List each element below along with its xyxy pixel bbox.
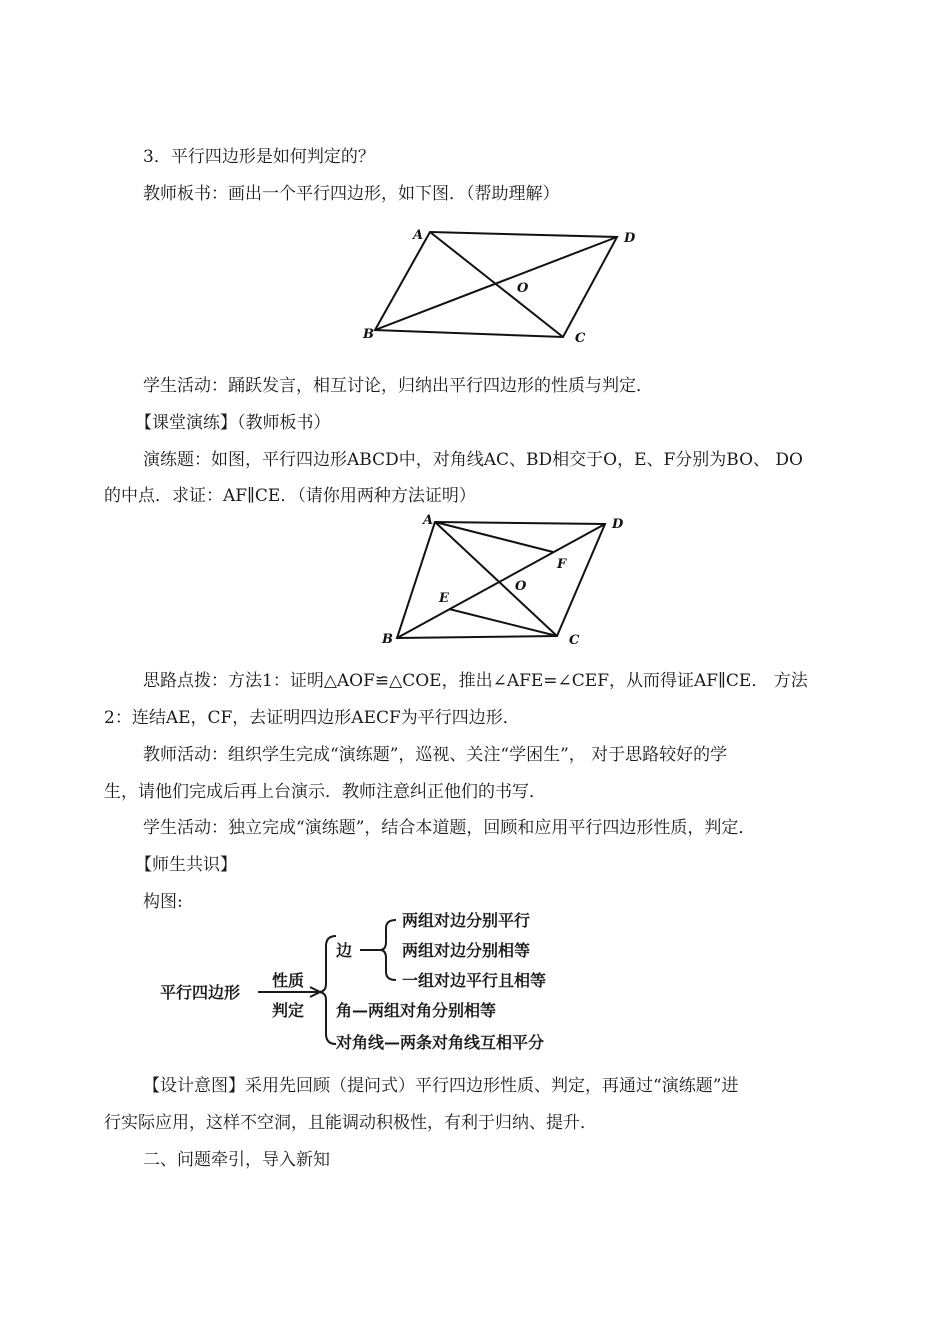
fig2-label-o: O xyxy=(515,579,527,594)
fig2-segment-af xyxy=(435,522,553,552)
scheme-diagonal: 对角线—两条对角线互相平分 xyxy=(336,1033,545,1052)
fig2-label-d: D xyxy=(612,517,624,532)
fig2-label-e: E xyxy=(439,591,449,606)
section-2-heading: 二、问题牵引，导入新知 xyxy=(143,1150,330,1170)
fig1-diagonal-ac xyxy=(430,232,563,337)
scheme-judgement: 判定 xyxy=(272,1001,305,1020)
fig2-segment-ce xyxy=(449,609,557,636)
student-activity-1: 学生活动：踊跃发言，相互讨论，归纳出平行四边形的性质与判定． xyxy=(143,376,653,396)
fig1-label-b: B xyxy=(363,327,374,342)
fig1-label-d: D xyxy=(624,231,636,246)
practice-header: 【课堂演练】（教师板书） xyxy=(135,413,331,433)
student-activity-2: 学生活动：独立完成“演练题”，结合本道题，回顾和应用平行四边形性质，判定． xyxy=(143,818,756,838)
teacher-activity-line-2: 生，请他们完成后再上台演示．教师注意纠正他们的书写． xyxy=(104,782,546,802)
hint-line-2: 2：连结AE，CF，去证明四边形AECF为平行四边形． xyxy=(104,708,520,728)
scheme-angle: 角—两组对角分别相等 xyxy=(336,1001,497,1020)
fig2-diagonal-ac xyxy=(435,522,557,636)
design-intent-line-1: 【设计意图】采用先回顾（提问式）平行四边形性质、判定，再通过“演练题”进 xyxy=(143,1076,739,1096)
fig2-label-a: A xyxy=(423,513,434,528)
fig2-label-b: B xyxy=(382,632,393,647)
fig2-label-c: C xyxy=(569,633,580,648)
fig1-label-c: C xyxy=(575,331,586,346)
fig1-diagonal-bd xyxy=(375,237,617,330)
scheme-main-brace xyxy=(318,936,336,1044)
fig1-label-o: O xyxy=(517,281,529,296)
parallelogram-concept-map xyxy=(160,906,620,1056)
scheme-root: 平行四边形 xyxy=(160,983,241,1002)
scheme-side: 边 xyxy=(336,941,353,960)
question-3: 3．平行四边形是如何判定的？ xyxy=(143,147,375,167)
parallelogram-figure-2 xyxy=(375,510,635,650)
structure-label: 构图: xyxy=(143,892,183,912)
design-intent-line-2: 行实际应用，这样不空洞，且能调动积极性，有利于归纳、提升． xyxy=(104,1113,597,1133)
exercise-line-1: 演练题：如图，平行四边形ABCD中，对角线AC、BD相交于O，E、F分别为BO、 DO xyxy=(143,450,803,470)
hint-line-1: 思路点拨：方法1：证明△AOF≌△COE，推出∠AFE=∠CEF，从而得证AF∥CE． 方法 xyxy=(143,671,808,691)
parallelogram-figure-1 xyxy=(355,222,655,352)
scheme-side-item-3: 一组对边平行且相等 xyxy=(402,971,547,990)
scheme-side-item-1: 两组对边分别平行 xyxy=(402,911,531,930)
teacher-board-note: 教师板书：画出一个平行四边形，如下图．（帮助理解） xyxy=(143,184,560,204)
scheme-side-brace xyxy=(380,920,396,980)
teacher-activity-line-1: 教师活动：组织学生完成“演练题”，巡视、关注“学困生”， 对于思路较好的学 xyxy=(143,745,728,765)
fig1-label-a: A xyxy=(413,228,424,243)
scheme-property: 性质 xyxy=(272,971,305,990)
consensus-header: 【师生共识】 xyxy=(135,855,237,875)
fig2-label-f: F xyxy=(557,557,567,572)
exercise-line-2: 的中点．求证：AF∥CE．（请你用两种方法证明） xyxy=(104,486,476,506)
scheme-side-item-2: 两组对边分别相等 xyxy=(402,941,531,960)
